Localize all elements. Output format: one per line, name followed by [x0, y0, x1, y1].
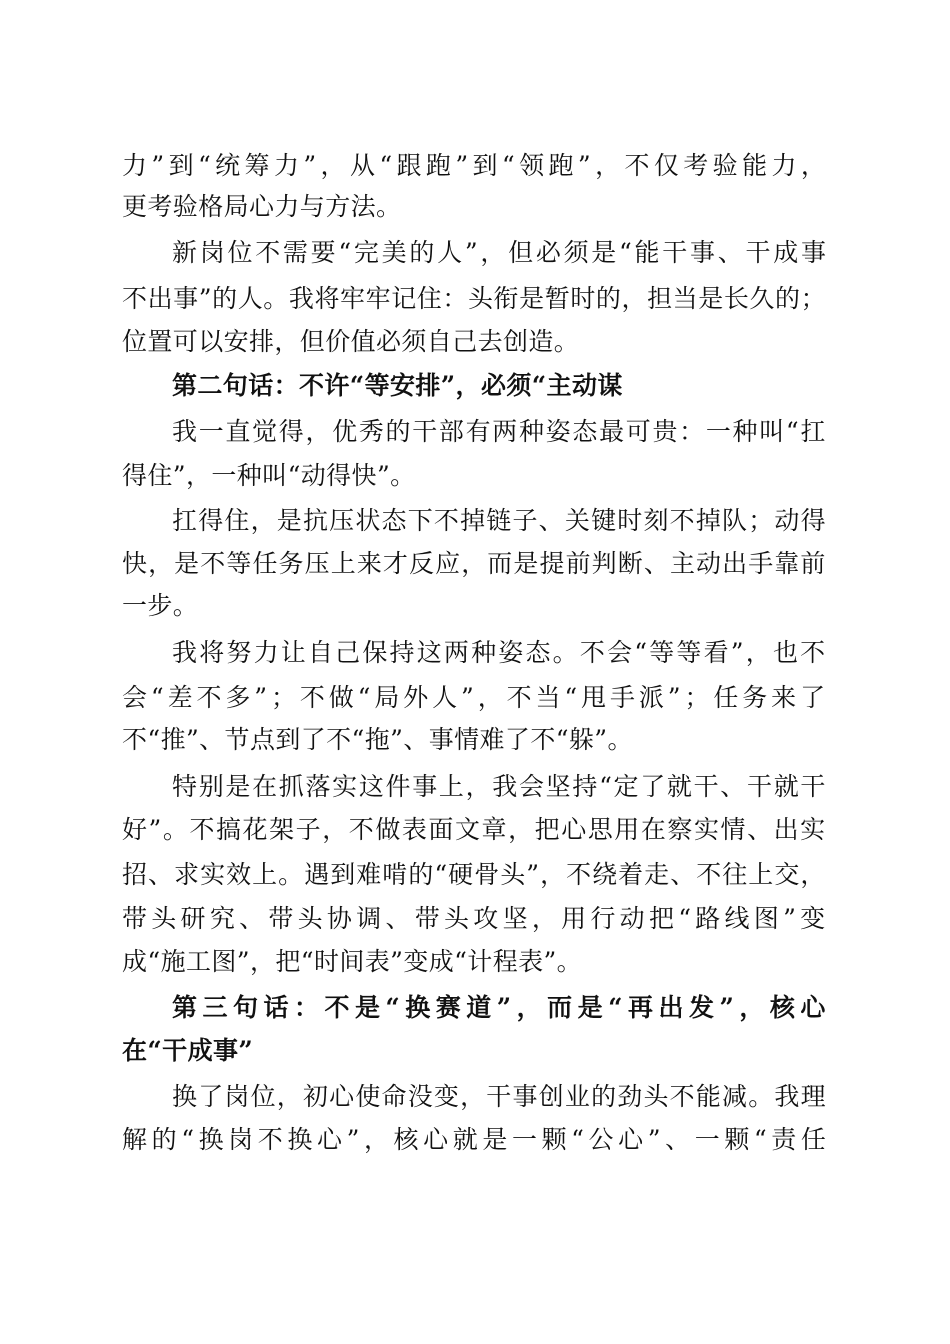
- text-line: 会“差不多”；不做“局外人”，不当“甩手派”；任务来了: [122, 683, 829, 712]
- text-line: 招、求实效上。遇到难啃的“硬骨头”，不绕着走、不往上交，: [122, 860, 827, 889]
- text-line: 我一直觉得，优秀的干部有两种姿态最可贵：一种叫“扛: [172, 417, 828, 446]
- text-line: 成“施工图”，把“时间表”变成“计程表”。: [122, 947, 583, 976]
- section-heading: 第三句话：不是“换赛道”，而是“再出发”，核心: [172, 993, 831, 1022]
- text-line: 新岗位不需要“完美的人”，但必须是“能干事、干成事: [172, 238, 829, 267]
- text-line: 特别是在抓落实这件事上，我会坚持“定了就干、干就干: [172, 772, 828, 801]
- text-line: 扛得住，是抗压状态下不掉链子、关键时刻不掉队；动得: [172, 506, 827, 535]
- text-line: 更考验格局心力与方法。: [122, 192, 402, 221]
- text-line: 解的“换岗不换心”，核心就是一颗“公心”、一颗“责任: [122, 1125, 831, 1154]
- text-line: 力”到“统筹力”，从“跟跑”到“领跑”，不仅考验能力，: [122, 151, 831, 180]
- text-line: 好”。不搞花架子，不做表面文章，把心思用在察实情、出实: [122, 815, 827, 844]
- text-line: 换了岗位，初心使命没变，干事创业的劲头不能减。我理: [172, 1082, 827, 1111]
- section-heading: 在“干成事”: [122, 1036, 254, 1065]
- section-heading: 第二句话：不许“等安排”，必须“主动谋: [172, 371, 623, 400]
- text-line: 快，是不等任务压上来才反应，而是提前判断、主动出手靠前: [122, 549, 827, 578]
- text-line: 一步。: [122, 591, 199, 620]
- text-line: 不“推”、节点到了不“拖”、事情难了不“躲”。: [122, 725, 633, 754]
- text-line: 带头研究、带头协调、带头攻坚，用行动把“路线图”变: [122, 904, 830, 933]
- text-line: 位置可以安排，但价值必须自己去创造。: [122, 327, 580, 356]
- text-line: 我将努力让自己保持这两种姿态。不会“等等看”，也不: [172, 638, 828, 667]
- text-line: 不出事”的人。我将牢牢记住：头衔是暂时的，担当是长久的；: [122, 284, 827, 313]
- text-line: 得住”，一种叫“动得快”。: [122, 461, 416, 490]
